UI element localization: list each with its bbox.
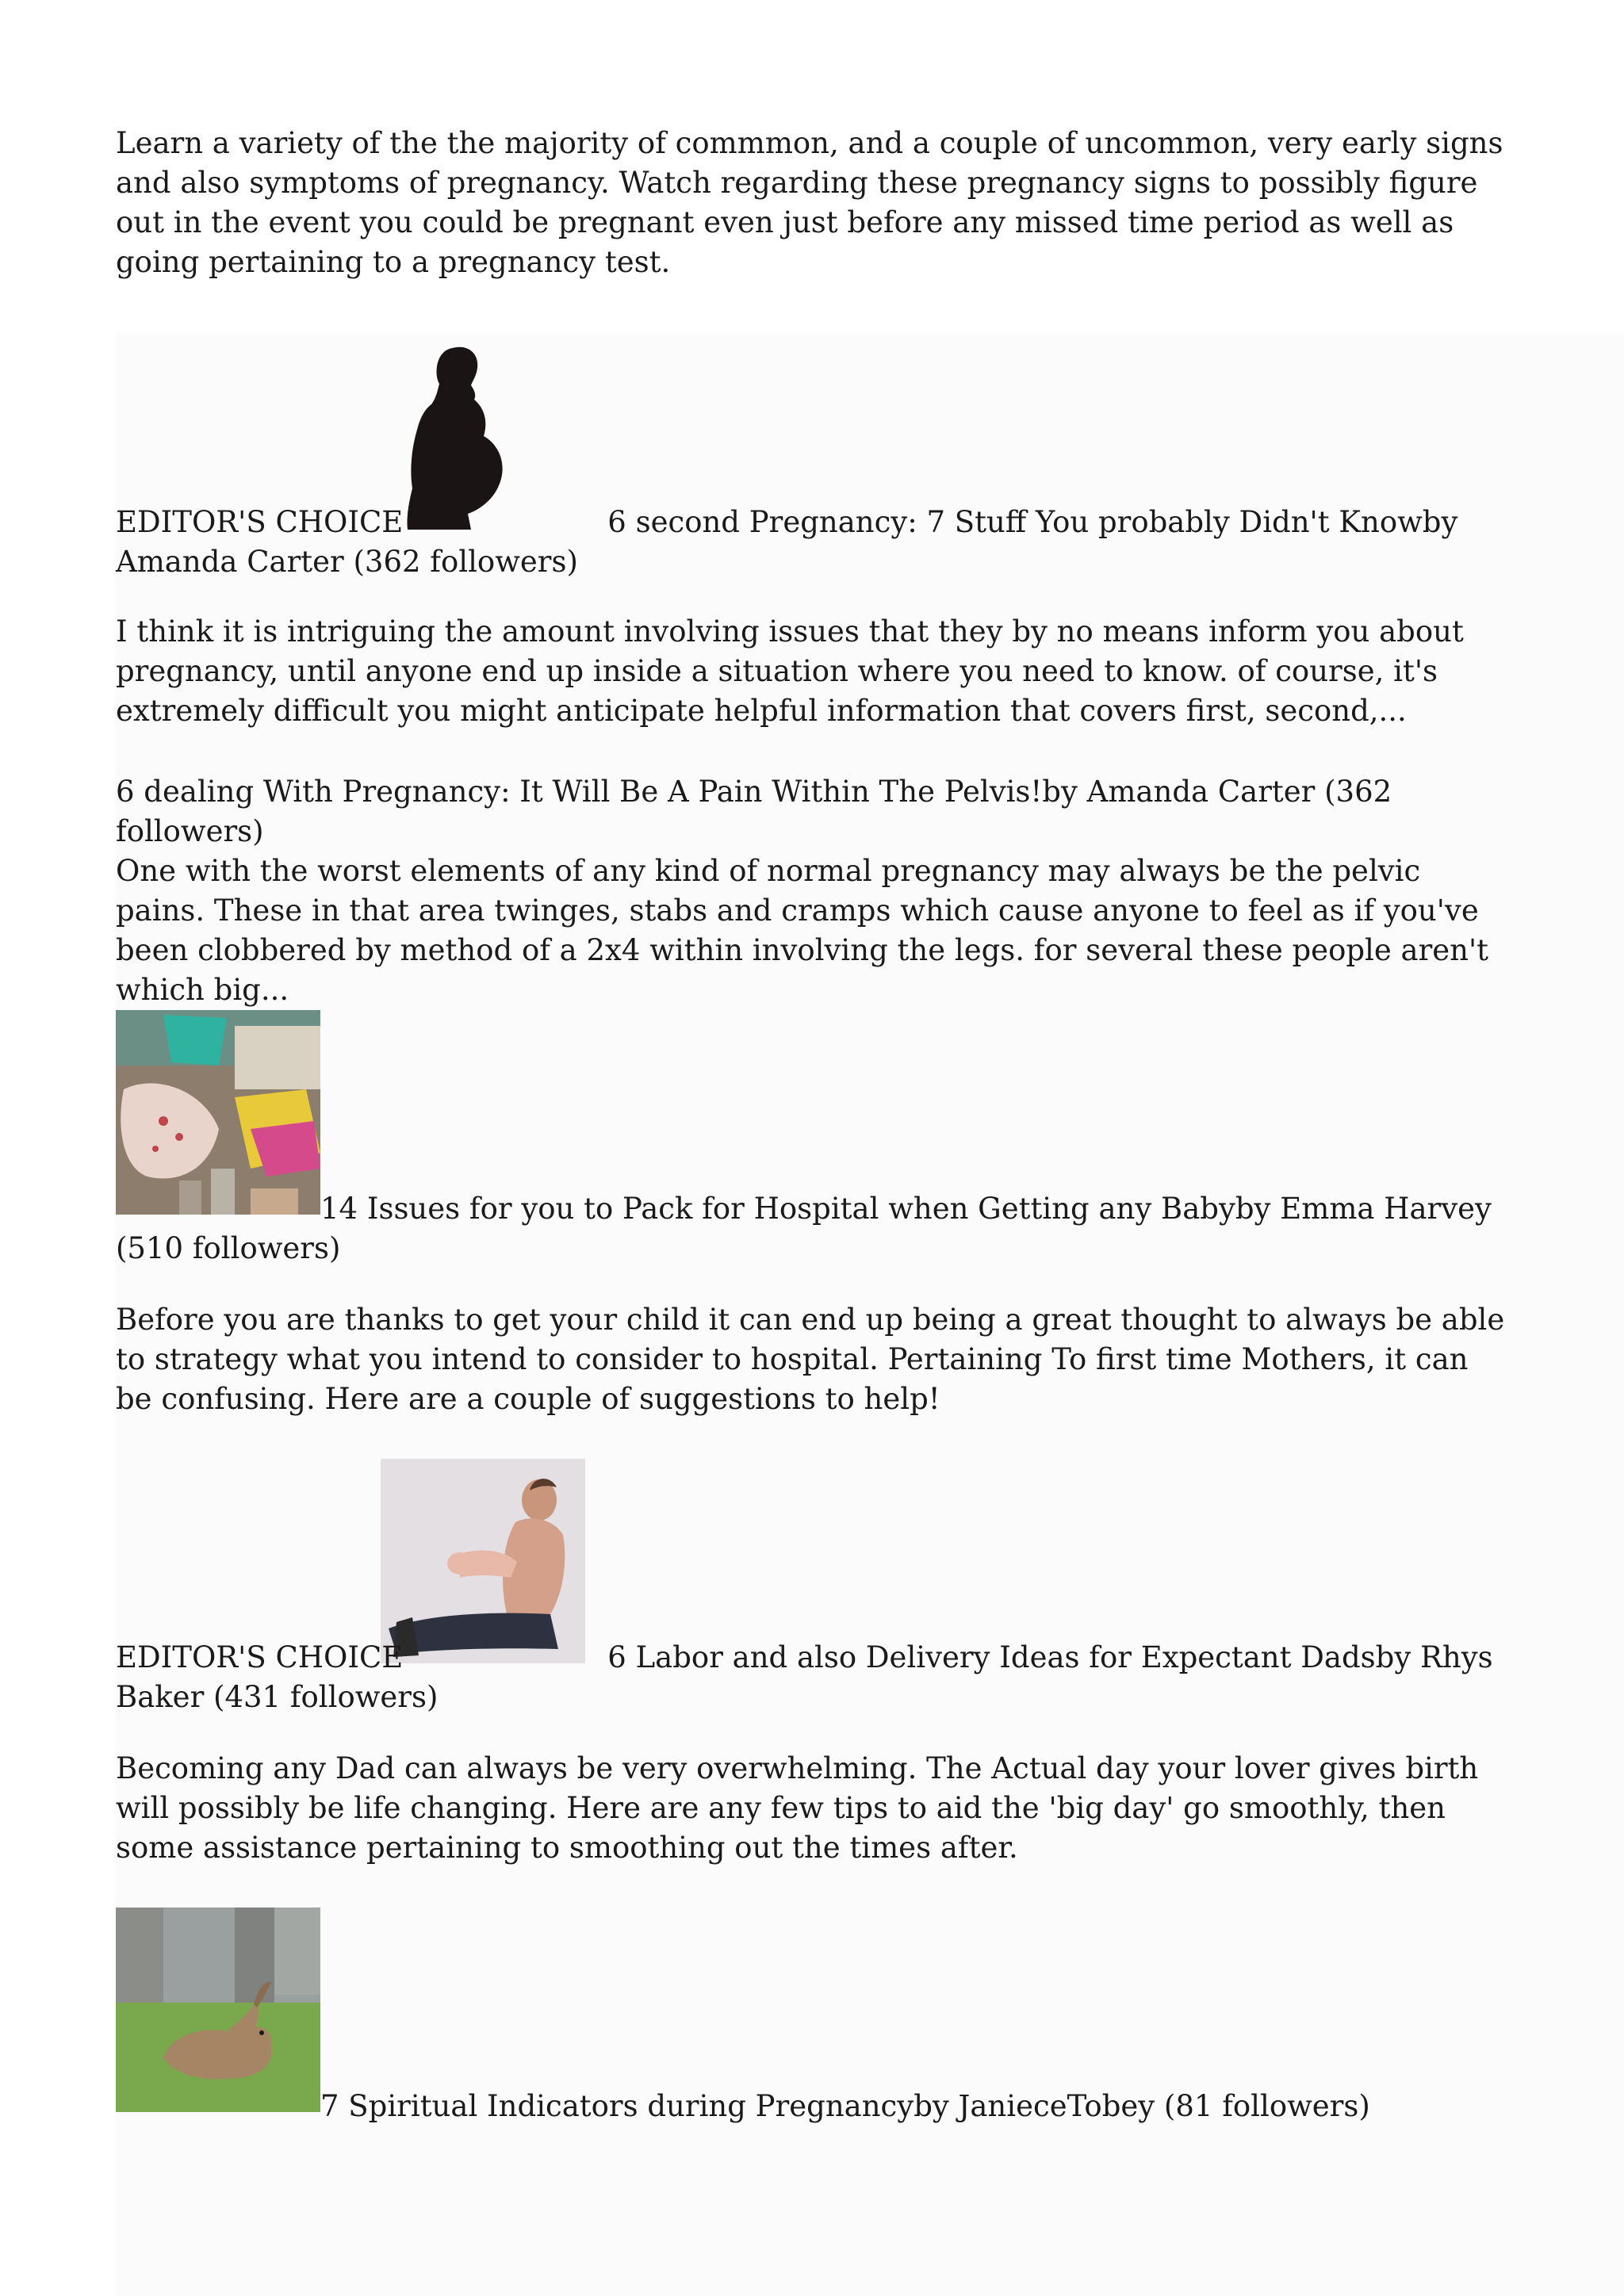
dad-baby-photo-icon [381, 1459, 585, 1663]
article-byline: by Amanda Carter (362 followers) [116, 775, 1392, 848]
article-heading-1 [116, 503, 1511, 582]
hospital-bag-photo-icon [116, 1010, 320, 1215]
article-link-5[interactable]: 7 Spiritual Indicators during Pregnancy [320, 2089, 914, 2123]
intro-paragraph: Learn a variety of the the majority of commmon, and a couple of uncommon, very early signs and also symptoms of pregnancy. Watch regarding these pregnancy signs to possibly figure out in the event you could be pregnant even just before any missed time period as well as going pertaining to a pregnancy test. [116, 126, 1503, 279]
pregnant-silhouette-image[interactable] [395, 342, 522, 530]
article-byline: by Emma Harvey (510 followers) [116, 1192, 1492, 1265]
article-byline: by Rhys Baker (431 followers) [116, 1640, 1493, 1714]
article-excerpt-1: I think it is intriguing the amount involving issues that they by no means inform you about pregnancy, until anyone end up inside a situation where you need to know. of course, it's extremely difficult you might anticipate helpful information that covers first, second,... [116, 614, 1464, 728]
editors-choice-badge: EDITOR'S CHOICE [116, 505, 404, 539]
hospital-bag-image[interactable] [116, 1010, 320, 1215]
article-link-1[interactable]: 6 second Pregnancy: 7 Stuff You probably Didn't Know [607, 505, 1423, 539]
article-excerpt-2: One with the worst elements of any kind of normal pregnancy may always be the pelvic pains. These in that area twinges, stabs and cramps which cause anyone to feel as if you've been clobbered by method of a 2x4 within involving the legs. for several these people aren't which big... [116, 854, 1489, 1007]
article-heading-3 [116, 1189, 1511, 1269]
article-excerpt-3: Before you are thanks to get your child it can end up being a great thought to always be able to strategy what you intend to consider to hospital. Pertaining To first time Mothers, it can be confusing. Here are a couple of suggestions to help! [116, 1303, 1505, 1416]
dad-with-baby-image[interactable] [381, 1459, 585, 1663]
editors-choice-badge: EDITOR'S CHOICE [116, 1640, 404, 1674]
article-byline: by Amanda Carter (362 followers) [116, 505, 1458, 579]
article-excerpt-4: Becoming any Dad can always be very overwhelming. The Actual day your lover gives birth will possibly be life changing. Here are any few tips to aid the 'big day' go smoothly, then some assistance pertaining to smoothing out the times after. [116, 1751, 1479, 1865]
article-heading-2 [116, 772, 1511, 851]
hare-image[interactable] [116, 1908, 320, 2112]
article-heading-4 [116, 1638, 1511, 1717]
silhouette-icon [395, 342, 522, 530]
article-link-2[interactable]: 6 dealing With Pregnancy: It Will Be A Pain Within The Pelvis! [116, 775, 1043, 809]
article-link-3[interactable]: 14 Issues for you to Pack for Hospital when Getting any Baby [320, 1192, 1235, 1226]
article-link-4[interactable]: 6 Labor and also Delivery Ideas for Expectant Dads [607, 1640, 1376, 1674]
article-heading-5 [116, 2087, 1511, 2126]
article-byline: by JanieceTobey (81 followers) [914, 2089, 1370, 2123]
hare-photo-icon [116, 1908, 320, 2112]
